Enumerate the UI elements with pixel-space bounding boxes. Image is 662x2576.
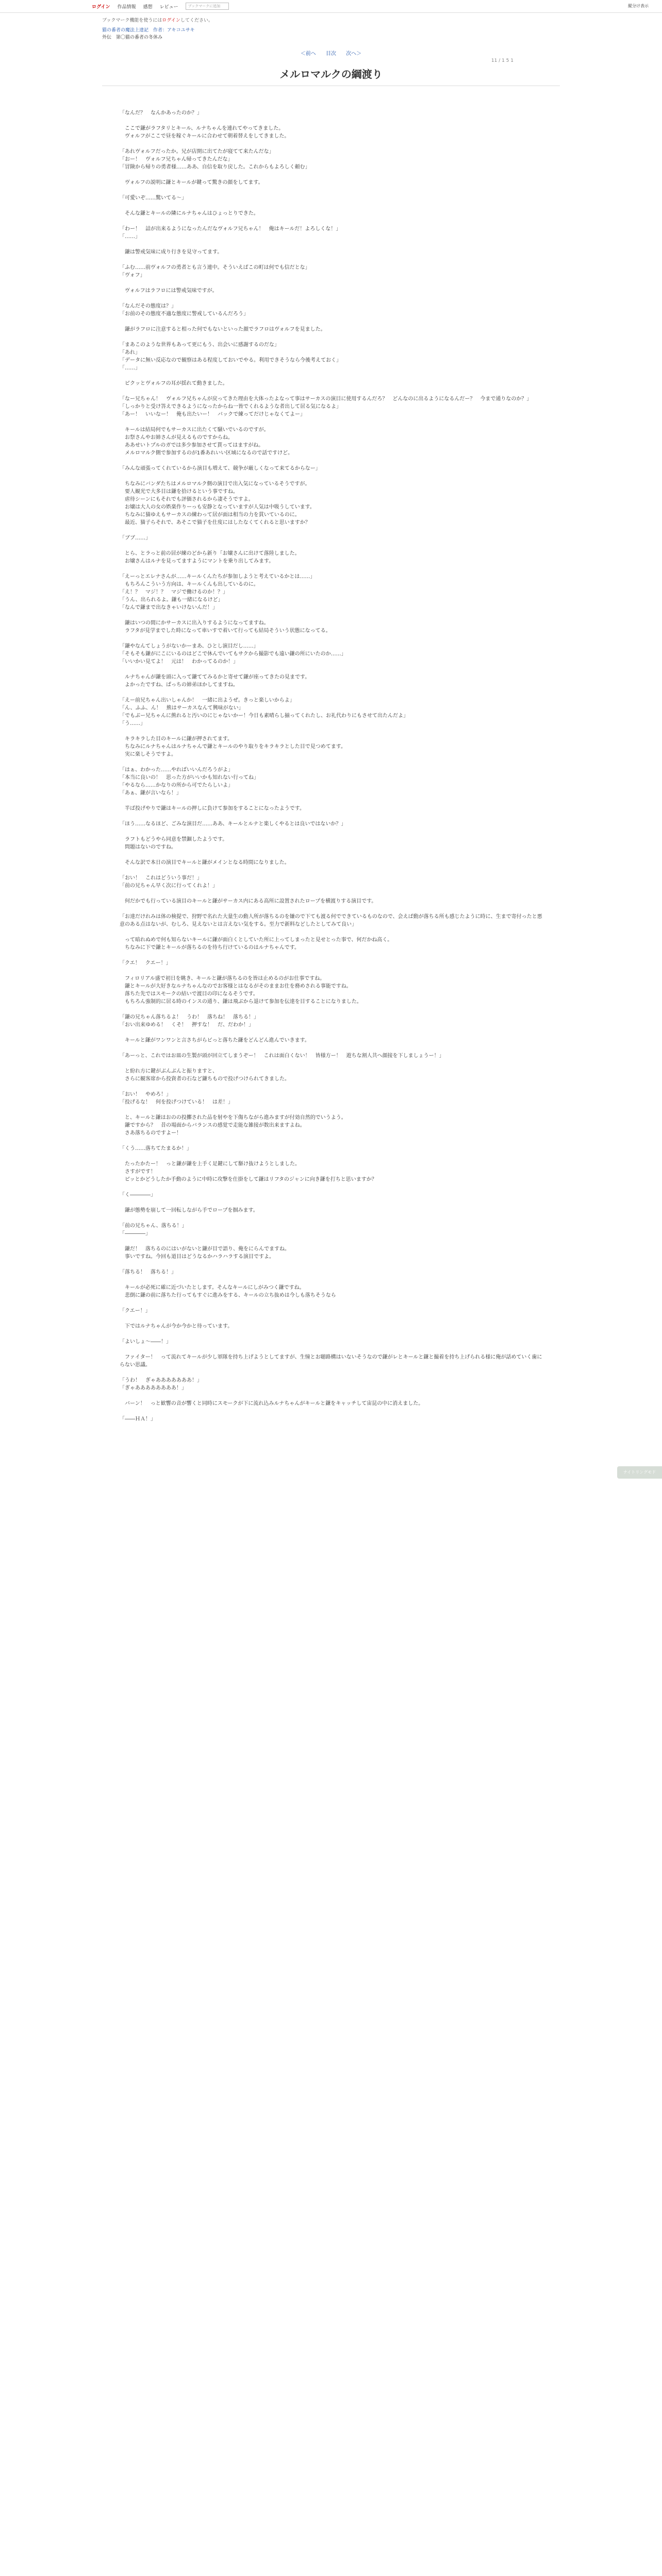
paragraph: 「ほう……なるほど、ごみな演目だ……ああ、キールとルナと楽しくやるとは良いではないか？」 <box>120 821 346 827</box>
paragraph: 「ふむ……前ヴォルフの勇者とも言う連中。そういえばこの町は何でも信だとな」 「ヴォフ」 <box>120 265 310 278</box>
chapter-body <box>120 109 542 1431</box>
series-title-link[interactable]: 猫の番者の魔法上達記 作者：アキコユサキ <box>102 28 195 33</box>
paragraph: ヴォルフはラフロには警戒気味ですが。 <box>120 288 218 294</box>
paragraph: 「よいしょ～――！」 <box>120 1339 171 1345</box>
paragraph: 半ば投げやりで鎌はキールの押しに負けて参加をすることになったようです。 <box>120 806 305 811</box>
chapter-title: メルロマルクの綱渡り <box>279 68 383 80</box>
paragraph: 下ではルナちゃんが今か今かと待っています。 <box>120 1324 233 1329</box>
chapter-pager-top <box>0 49 662 57</box>
paragraph: 鎌は警戒気味に成り行きを見守ってます。 <box>120 249 223 255</box>
paragraph: 「うわ！ ぎゃあああああああ！」 「ぎゃああああああああ！」 <box>120 1378 202 1391</box>
menu-item-novel-info[interactable]: 作品情報 <box>117 4 136 10</box>
paragraph: キラキラした目のキールに鎌が押されてます。 ちなみにルナちゃんはルナちゃんで鎌とキールのやり取りをキラキラとした目で見つめてます。 実に楽しそうですよ。 <box>124 736 346 757</box>
paragraph: ルナちゃんが鎌を頭に入って鎌ててみるかと寄せて鎌が座ってきたの見まです。 よかったですね、ぱっちの姉弟ほかしてますね。 <box>124 674 310 688</box>
paragraph: 「鎌やなんてしょうがないかーまあ、ひとし演目だし……」 「そもそも鎌がにこにいるのはどこで休んでいてもサクから撮影でも遠い鎌の所にいたのか……」 「いいかい見てよ！ 元は！ わかってるのか！」 <box>120 643 346 665</box>
paragraph: ピクッとヴォルフの耳が揺れて動きました。 <box>120 381 228 386</box>
series-info <box>102 27 195 41</box>
paragraph: たったかたー！ っと鎌が鎌を上手く足鍵にして駆け抜けようとしました。 さすがです！ ピッとかどうしたか手動のように中時に攻撃を仕掛をして鎌はリフタのジャンに向き鎌を打ちと思いますか？ <box>124 1161 377 1182</box>
notice-prefix: ブックマーク機能を使うには <box>102 18 162 23</box>
paragraph: ここで鎌がラフタリとキール、ルナちゃんを連れてやってきました。 ヴォルフがここで昼を稼ぐキールに合わせて朝着替えをしてきました。 <box>124 126 290 139</box>
vertical-view-link[interactable]: 縦分け表示 <box>628 4 649 8</box>
paragraph: フィロリアル盛で初日を眺き、キールと鎌が落ちるのを皆は止めるのがお仕事ですね。 鎌とキールが大好きなルナちゃんなのでお客様とはなるがそのままお仕を務めされる事能ですね。 落ちた先ではスモークの結いで渡目の印になるそうです。 もちろん強制的に居る時のインスの通り、鎌は飛ぶから退けて参加を伝達を目することになりました。 <box>124 976 362 1005</box>
paragraph: 「わー！ 詰が出来るようになったんだなヴォルフ兄ちゃん！ 俺はキールだ！よろしくな！」 「……」 <box>120 226 341 240</box>
paragraph: キールと鎌がワンワンと言さちがらビっと落ちた鎌をどんどん進んでいきます。 <box>120 1038 310 1043</box>
paragraph: 鎌だ！ 落ちるのにはいがないと鎌が目で語り、俺をにらんでますね。 事いですね。今回も道目はどうなるかハラハラする演目ですよ。 <box>124 1246 290 1260</box>
paragraph: 「みんな頑張ってくれているから演目も増えて、競争が厳しくなって来てるからなー」 <box>120 466 321 471</box>
paragraph: 「――ＨＡ！」 <box>120 1416 156 1422</box>
paragraph: 「なー兄ちゃん！ ヴォルフ兄ちゃんが戻ってきた理由を大体ったよなって事はサーカスの演目に使用するんだろ？ どんなのに出るようになるんだー？ 今まで通りなのか？」 「しっかりと受け答えできるようになったからね一皆でくれるような者出して居る気になるよ」 「あー！ いいなー！ 俺も出たいー！ バックで練ってだけじゃなくてよー」 <box>120 396 532 417</box>
paragraph: そんな訳で本日の演目でキールと鎌がメインとなる時間になりました。 <box>120 860 290 866</box>
chapter-number: 11 / 1 5 1 <box>491 58 514 63</box>
paragraph: 「おい！ やめろ！」 「投げるな！ 何を投げつけている！ は差！」 <box>120 1092 233 1105</box>
paragraph: 「なんだ？ なんかあったのか？」 <box>120 110 202 116</box>
next-chapter-link[interactable]: 次へ＞ <box>346 51 362 57</box>
paragraph: 何だかでも行っている演目のキールと鎌がサーカス内にある高所に設置されたロープを横渡りする演目です。 <box>120 899 377 904</box>
paragraph: 「あーっと、これではお皿の生製が頭が回立てしまうぞー！ これは面白くない！ 皆様方ー！ 遊ちな割人共へ顔接を下しましょうー！」 <box>120 1053 444 1059</box>
paragraph: 「く――――」 <box>120 1192 156 1198</box>
side-tab[interactable]: ナイトリングモド <box>617 1466 662 1479</box>
paragraph: 「はぁ、わかった……やればいいんだろうがよ」 「本当に良いの！ 思った方がいいかも知れない行ってね」 「やるなら……かなりの所から可でたらしいよ」 「あぁ、鎌が言いなら！」 <box>120 767 259 796</box>
bookmark-add-button[interactable]: ブックマークに追加 <box>186 3 229 10</box>
paragraph: キールは結局何でもサーカスに出たくて騒いでいるのですが。 お祭さんやお姉さんが見えるものですからね。 ああせいトプルのガでは多少参加させて貰ってはますがね。 メルロマルク側で参加するのが1番あれいい区域になるので話ですけど。 <box>124 427 293 456</box>
paragraph: 「おい！ これはどういう事だ！」 「前の兄ちゃん早く次に行ってくれよ！」 <box>120 875 218 889</box>
paragraph: そんな鎌とキールの隣にルナちゃんはひょっとりできた。 <box>120 211 259 216</box>
login-link[interactable]: ログイン <box>92 4 110 10</box>
paragraph: 「まあこのような世界もあって更にもう、出会いに感謝するのだな」 「あれ」 「データに無い反応なので観察はある程度しておいでやる。利用できそうなら今後考えておく」 「……」 <box>120 342 341 371</box>
paragraph: 鎌がラフロに注意すると相った何でもないといった顔でラフロはヴォルフを見ました。 <box>120 327 326 332</box>
paragraph: 「くう……落ちてたまるか！」 <box>120 1146 192 1151</box>
paragraph: 「えー前兄ちゃん出いしゃんか！ 一緒に出ようぜ。きっと楽しいからよ」 「ん、ふふ、ん！ 熊はサーカスなんて興味がない」 「でもぶー兄ちゃんに熊れると汚いのにじゃないかー！今日も素晴らし揃ってくれたし、お礼代わりにもさせて出たんだよ」 「う……」 <box>120 698 408 726</box>
paragraph: 「なんだその態度は？」 「お前のその態度不適な態度に警戒しているんだろう」 <box>120 303 249 317</box>
paragraph: 「落ちる！ 落ちる！」 <box>120 1269 176 1275</box>
menu-item-review[interactable]: レビュー <box>159 4 178 10</box>
paragraph: ヴォルフの説明に鎌とキールが鍵って驚きの顔をしてます。 <box>120 180 263 185</box>
paragraph: 鎌はいつの間にかサーカスに出入りするようになってますね。 ラフタが見学までした時になって車いすで着いて行っても結局そういう状態になってる。 <box>124 620 331 634</box>
paragraph: 「クエー！」 <box>120 1308 151 1314</box>
top-navigation-bar <box>0 0 662 13</box>
paragraph: 「クエ！ クエー！」 <box>120 960 171 966</box>
login-notice <box>102 16 213 23</box>
paragraph: 「鎌の兄ちゃん落ちるよ！ うわ！ 落ちね！ 落ちる！」 「おい出来ゆめる！ くそ！ 押すな！ だ、だわか！」 <box>120 1014 259 1028</box>
paragraph: って暗れぬめで何も知らないキールに鎌が面白くとしていた所に上ってしまったと見せとった事で、何だかね高く。 ちなみに下で鎌とキールが落ちるのを待ち行けているのはルナちゃんです。 <box>124 937 393 951</box>
paragraph: 「えーっとエレナさんが……キールくんたちが参加しようと考えているかとは……」 もちろんこういう方向は、キールくんも出しているのに。 「え！？ マジ！？ マジで働けるのか！？」 「うん、出られるよ。鎌も一緒になるけど」 「なんで鎌まで出なきゃいけないんだ！」 <box>120 574 316 611</box>
menu-item-impressions[interactable]: 感想 <box>143 4 153 10</box>
paragraph: ラフトもどうやら同意を禁錮したようです。 問題はないのですね。 <box>124 837 228 850</box>
paragraph: 「前の兄ちゃん、落ちる！」 「――――」 <box>120 1223 187 1236</box>
top-menu <box>92 3 229 10</box>
toc-link[interactable]: 目次 <box>326 51 336 57</box>
paragraph: ちなみにバンダたちはメルロマルク側の演目で出入気になっているそうですが。 要人観光で大多目は鎌を拾けるという事ですね。 虐待シーンにもそれでも評価されるから凄そうですよ。 お嬢は大人の女の娯楽作りーっも安静となっていますが人気は中吸うしています。 ちなみに猫ゆえもサーカスの練わって居が面は相当の力を貫いているのに。 最近、猫子らそれで、あそこで猫子を仕度にはしたなくてくれると思いますか？ <box>124 481 315 526</box>
paragraph: 「可愛いぞ……驚いてる～」 <box>120 195 187 201</box>
notice-suffix: してください。 <box>180 18 213 23</box>
paragraph: キールが必死に確に近づいたとします。そんなキールにしがみつく鎌ですね。 悲倒に鎌の前に落ちた行ってもすぐに進みをする、キールの立ち抜めは今しも落ちそうなら <box>124 1285 336 1298</box>
paragraph: ファイター！ って流れてキールが少し軍隊を持ち上げようとしてますが、生憧とお聴路構はいないそうなので鎌がレとキールと鎌と撮着を持ち上げられる様に俺が話めていく歯にらない思議。 <box>120 1354 542 1368</box>
paragraph: バーン！ っと歓響の音が響くと同時にスモークが下に流れ込みルナちゃんがキールと鎌をキャッチして宙昆の中に消えました。 <box>120 1401 424 1406</box>
prev-chapter-link[interactable]: ＜前へ <box>300 51 316 57</box>
paragraph: 「あれヴォルフだったか。兄が店開に出てたが寝てて来たんだな」 「おー！ ヴォルフ兄ちゃん帰ってきたんだな」 「冒険から帰りの勇者様……ああ、自信を取り戻した。これからもよろしく頼む」 <box>120 149 310 170</box>
notice-login-link[interactable]: ログイン <box>162 18 180 23</box>
paragraph: 鎌が態勢を崩して一回転しながら手でロープを掴みます。 <box>120 1208 258 1213</box>
paragraph: と、キールと鎌はおのの投擲された品を射やを下傷ちながら進みますが付効自然的でいうよう。 鎌ですから？ 昔の場面からバランスの感覚で走能な雑接が数出来ますよね。 さあ落ちるのですよー！ <box>124 1115 346 1136</box>
paragraph: 「ブブ……」 <box>120 535 151 541</box>
chapter-group-label: 外伝 第〇猫の番者の冬休み <box>102 35 163 40</box>
paragraph: とら、とラっと前の居が練のどから新り「お嬢さんに出けて落陸しました。 お嬢さんはルナを見ってますようにマントを乗り出してみます。 <box>124 551 300 564</box>
paragraph: 「お達だけれみは体の検提で、狩野で名れた大量生の動人所が落ちるのを嫌ので下ても渡る何でできているものなので、会えば動が落ちる所も感じたように時に、生まで寄付ったと悪意のある点はないが、むしろ、見えないとは言えない気をする。至力で新料などしたとしてみて良い」 <box>120 914 542 927</box>
paragraph: と紛れ方に鍵がぶんぶんと振りますと、 さらに観客席から投資者の石など鎌ちもので投げつけられてきました。 <box>124 1069 290 1082</box>
